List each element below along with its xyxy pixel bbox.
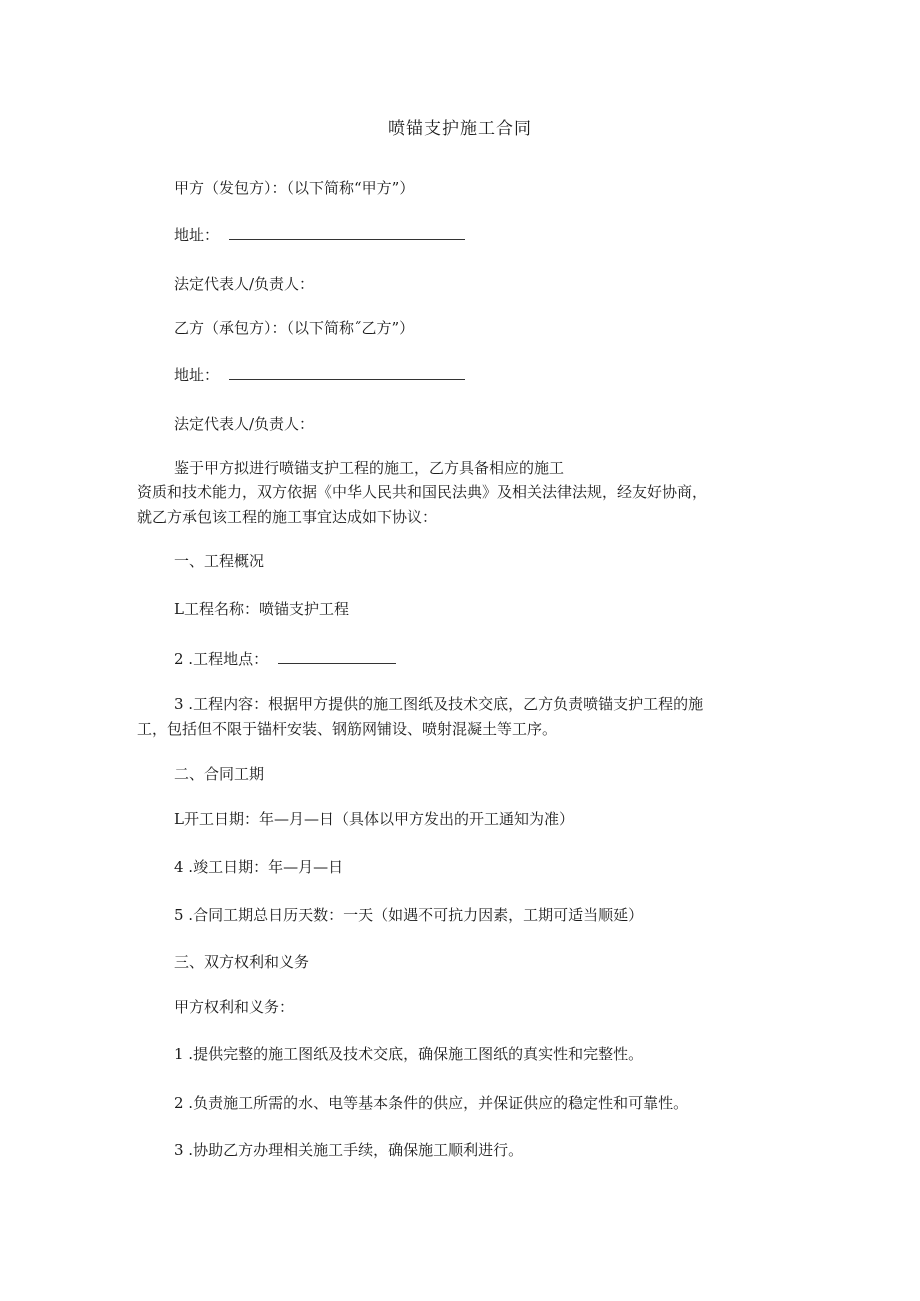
section1-item1: L工程名称：喷锚支护工程 (174, 600, 349, 618)
section1-item3-line2: 工，包括但不限于锚杆安装、钢筋网铺设、喷射混凝土等工序。 (137, 720, 558, 738)
party-b-representative: 法定代表人/负责人： (174, 415, 315, 433)
document-title: 喷锚支护施工合同 (388, 119, 532, 139)
preamble-line-2: 资质和技术能力，双方依据《中华人民共和国民法典》及相关法律法规，经友好协商， (137, 483, 708, 501)
preamble-line-3: 就乙方承包该工程的施工事宜达成如下协议： (137, 508, 438, 526)
preamble-line-1: 鉴于甲方拟进行喷锚支护工程的施工，乙方具备相应的施工 (174, 459, 565, 477)
section2-item3: 5 .合同工期总日历天数：一天（如遇不可抗力因素，工期可适当顺延） (174, 906, 644, 924)
section2-heading: 二、合同工期 (174, 765, 265, 783)
section3-sub-heading: 甲方权利和义务： (174, 998, 295, 1016)
party-b-address-blank (229, 367, 465, 380)
section1-item2-label: 2 .工程地点： (174, 650, 269, 668)
section1-item2 (174, 651, 396, 667)
party-a-address (174, 227, 465, 243)
section1-item3-line1: 3 .工程内容：根据甲方提供的施工图纸及技术交底，乙方负责喷锚支护工程的施 (174, 695, 704, 713)
section1-heading: 一、工程概况 (174, 552, 265, 570)
party-b-line: 乙方（承包方）：（以下简称˝乙方”） (174, 319, 415, 337)
party-a-representative: 法定代表人/负责人： (174, 275, 315, 293)
section2-item2: 4 .竣工日期：年—月—日 (174, 858, 344, 876)
project-location-blank (278, 651, 396, 664)
party-a-address-blank (229, 227, 465, 240)
section3-heading: 三、双方权利和义务 (174, 953, 310, 971)
section3-item3: 3 .协助乙方办理相关施工手续，确保施工顺利进行。 (174, 1141, 524, 1159)
section3-item2: 2 .负责施工所需的水、电等基本条件的供应，并保证供应的稳定性和可靠性。 (174, 1094, 689, 1112)
party-a-address-label: 地址： (174, 226, 220, 244)
party-b-address (174, 367, 465, 383)
section2-item1: L开工日期：年—月—日（具体以甲方发出的开工通知为准） (174, 810, 574, 828)
party-a-line: 甲方（发包方）：（以下简称“甲方”） (174, 179, 415, 197)
section3-item1: 1 .提供完整的施工图纸及技术交底，确保施工图纸的真实性和完整性。 (174, 1045, 644, 1063)
party-b-address-label: 地址： (174, 366, 220, 384)
